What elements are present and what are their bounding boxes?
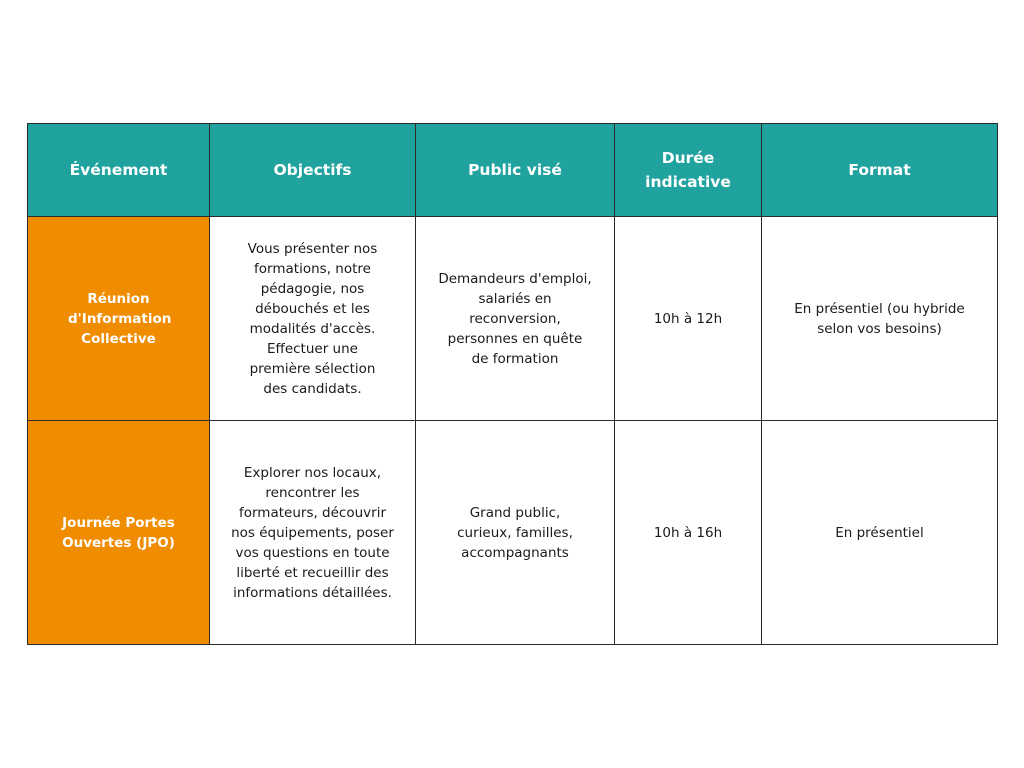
header-row xyxy=(28,124,998,217)
header-duration-label: Durée indicative xyxy=(645,149,731,191)
header-audience: Public visé xyxy=(416,124,615,217)
event-name-cell xyxy=(28,421,210,645)
event-name: Journée Portes Ouvertes (JPO) xyxy=(62,514,175,551)
table-header xyxy=(28,124,998,217)
audience-text: Demandeurs d'emploi, salariés en reconversion, personnes en quête de formation xyxy=(438,270,592,367)
format-cell xyxy=(762,217,998,421)
event-name: Réunion d'Information Collective xyxy=(68,290,172,347)
duration-text: 10h à 16h xyxy=(653,524,723,541)
events-table xyxy=(27,123,998,645)
objectives-cell xyxy=(210,421,416,645)
objectives-text: Explorer nos locaux, rencontrer les formateurs, découvrir nos équipements, poser vos questions en toute liberté et recueillir des informations détaillées. xyxy=(231,464,394,601)
audience-cell xyxy=(416,421,615,645)
header-objectives: Objectifs xyxy=(210,124,416,217)
format-text: En présentiel xyxy=(835,524,924,541)
event-name-cell xyxy=(28,217,210,421)
duration-cell xyxy=(615,421,762,645)
table-body xyxy=(28,217,998,645)
header-duration xyxy=(615,124,762,217)
header-event: Événement xyxy=(28,124,210,217)
audience-cell xyxy=(416,217,615,421)
format-cell xyxy=(762,421,998,645)
duration-cell xyxy=(615,217,762,421)
objectives-cell xyxy=(210,217,416,421)
header-format: Format xyxy=(762,124,998,217)
objectives-text: Vous présenter nos formations, notre pédagogie, nos débouchés et les modalités d'accès. Effectuer une première sélection des candidats. xyxy=(247,240,378,397)
duration-text: 10h à 12h xyxy=(653,310,723,327)
table-row xyxy=(28,217,998,421)
format-text: En présentiel (ou hybride selon vos besoins) xyxy=(794,300,965,337)
table-row xyxy=(28,421,998,645)
audience-text: Grand public, curieux, familles, accompagnants xyxy=(457,504,573,561)
